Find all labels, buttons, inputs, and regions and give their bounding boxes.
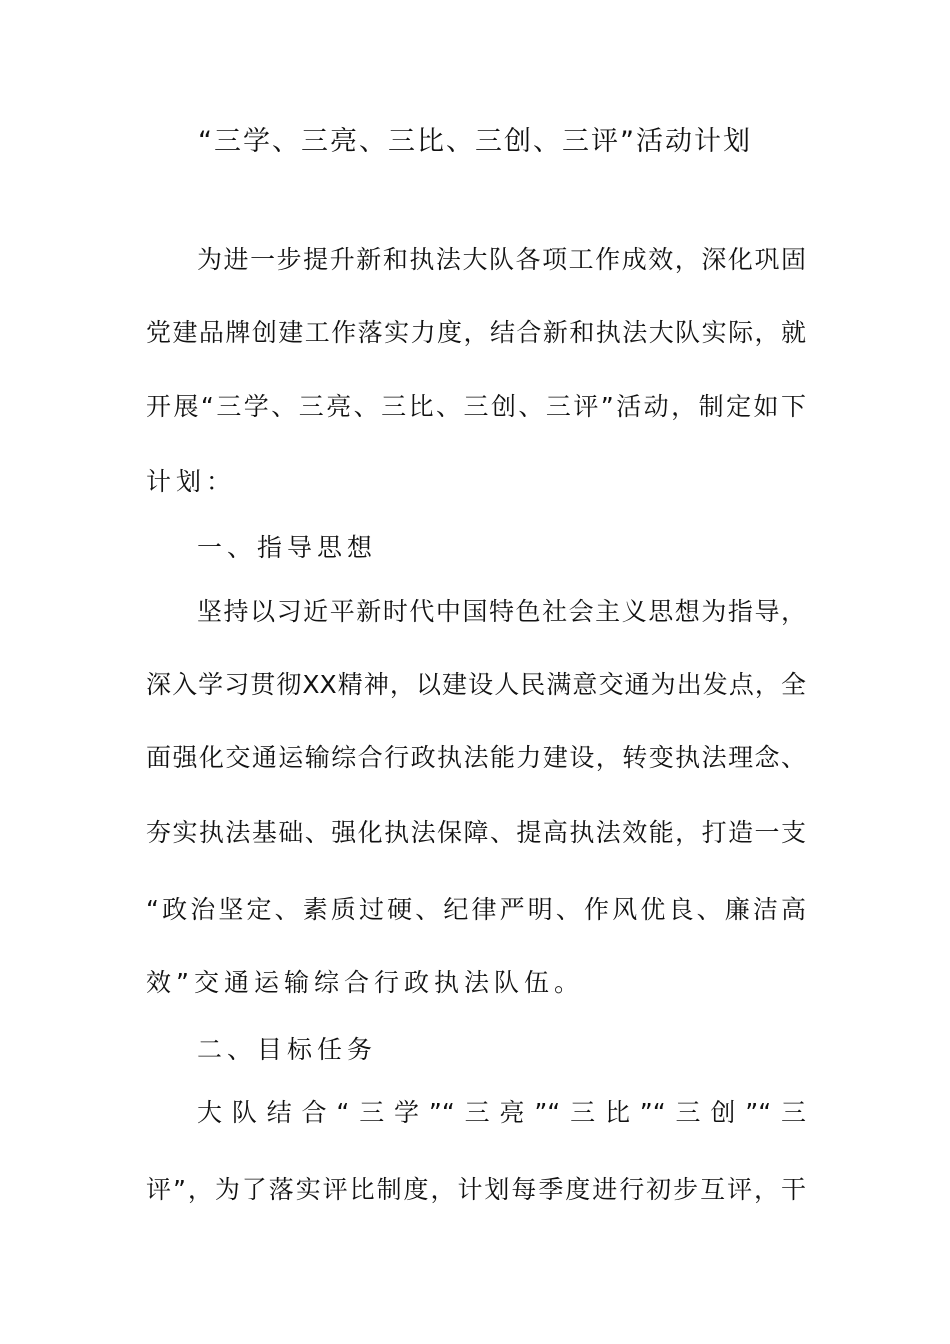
section1-line-2: 深入学习贯彻XX精神，以建设人民满意交通为出发点，全 bbox=[146, 670, 806, 699]
intro-line-2: 党建品牌创建工作落实力度，结合新和执法大队实际，就 bbox=[146, 318, 806, 347]
section1-line-4: 夯实执法基础、强化执法保障、提高执法效能，打造一支 bbox=[146, 818, 806, 847]
intro-line-4: 计划： bbox=[146, 467, 237, 496]
section1-line-6: 效”交通运输综合行政执法队伍。 bbox=[146, 968, 584, 997]
document-title: “三学、三亮、三比、三创、三评”活动计划 bbox=[198, 126, 752, 157]
section2-line-1: 大队结合“三学”“三亮”“三比”“三创”“三 bbox=[197, 1098, 806, 1127]
intro-line-1: 为进一步提升新和执法大队各项工作成效，深化巩固 bbox=[197, 245, 806, 274]
intro-line-3: 开展“三学、三亮、三比、三创、三评”活动，制定如下 bbox=[146, 392, 806, 421]
section2-line-2: 评”，为了落实评比制度，计划每季度进行初步互评，干 bbox=[146, 1175, 806, 1204]
section1-line-1: 坚持以习近平新时代中国特色社会主义思想为指导， bbox=[197, 597, 806, 626]
section1-line-5: “政治坚定、素质过硬、纪律严明、作风优良、廉洁高 bbox=[146, 895, 806, 924]
section-heading-guiding-ideology: 一、指导思想 bbox=[197, 533, 378, 562]
section1-line-3: 面强化交通运输综合行政执法能力建设，转变执法理念、 bbox=[146, 743, 806, 772]
section-heading-goals-tasks: 二、目标任务 bbox=[197, 1035, 378, 1064]
